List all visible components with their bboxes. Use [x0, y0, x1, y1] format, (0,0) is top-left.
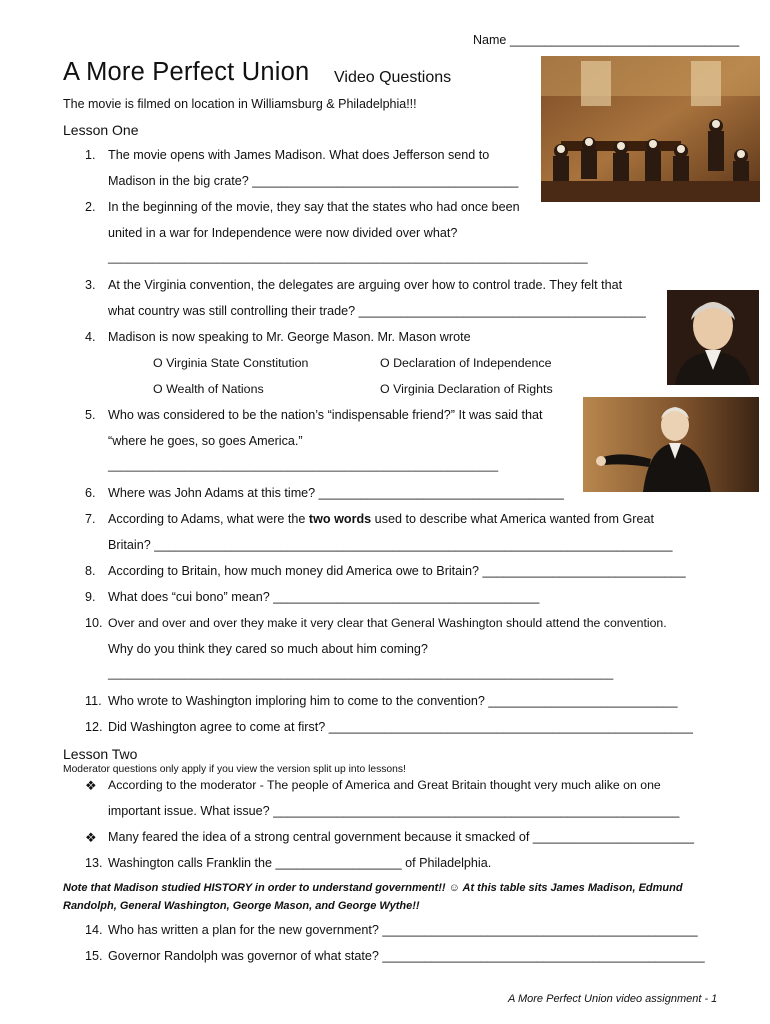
- question-number: 10.: [85, 616, 103, 630]
- question-number: 12.: [85, 720, 103, 734]
- question-7-answer-line: Britain? __________________________________________________________________________: [108, 538, 673, 552]
- question-number: 6.: [85, 486, 96, 500]
- page-footer: A More Perfect Union video assignment - 1: [508, 993, 718, 1005]
- question-1-answer-line: Madison in the big crate? ______________________________________: [108, 174, 519, 188]
- james-madison-portrait: [667, 290, 759, 385]
- question-12-text: Did Washington agree to come at first? ____________________________________________________: [108, 720, 693, 734]
- lesson-two-heading: Lesson Two: [63, 746, 138, 762]
- moderator-question-1-text: According to the moderator - The people of America and Great Britain thought very much alike on one: [108, 778, 661, 792]
- question-14-text: Who has written a plan for the new government? _____________________________________________: [108, 923, 698, 937]
- option-declaration-of-independence[interactable]: O Declaration of Independence: [380, 356, 552, 370]
- question-10-text: Over and over and over they make it very clear that General Washington should attend the convention.: [108, 616, 667, 630]
- question-1-text: The movie opens with James Madison. What does Jefferson send to: [108, 148, 490, 162]
- question-7-text-c: used to describe what America wanted from Great: [371, 512, 654, 526]
- note-line-2: Randolph, General Washington, George Mason, and George Wythe!!: [63, 900, 420, 912]
- moderator-question-1-answer-line: important issue. What issue? __________________________________________________________: [108, 804, 680, 818]
- note-line-1: Note that Madison studied HISTORY in order to understand government!! ☺ At this table sits James Madison, Edmund: [63, 882, 683, 894]
- question-number: 1.: [85, 148, 96, 162]
- name-field-line: Name _________________________________: [473, 33, 740, 47]
- washington-painting-svg: [583, 397, 759, 492]
- question-number: 13.: [85, 856, 103, 870]
- option-wealth-of-nations[interactable]: O Wealth of Nations: [153, 382, 264, 396]
- question-number: 5.: [85, 408, 96, 422]
- question-13-text: Washington calls Franklin the __________________ of Philadelphia.: [108, 856, 492, 870]
- question-2-answer-line: ___________________________________________________________________________: [108, 252, 588, 264]
- question-15-text: Governor Randolph was governor of what state? ______________________________________________: [108, 949, 705, 963]
- moderator-question-2-text: Many feared the idea of a strong central government because it smacked of _______________________: [108, 830, 695, 844]
- option-virginia-declaration-of-rights[interactable]: O Virginia Declaration of Rights: [380, 382, 553, 396]
- intro-text: The movie is filmed on location in Williamsburg & Philadelphia!!!: [63, 97, 417, 111]
- question-number: 15.: [85, 949, 103, 963]
- question-9-text: What does “cui bono” mean? ______________________________________: [108, 590, 540, 604]
- question-number: 9.: [85, 590, 96, 604]
- question-3-answer-line: what country was still controlling their trade? _________________________________________: [108, 304, 646, 318]
- question-number: 4.: [85, 330, 96, 344]
- question-5-text: Who was considered to be the nation’s “indispensable friend?” It was said that: [108, 408, 543, 422]
- question-number: 2.: [85, 200, 96, 214]
- lesson-one-heading: Lesson One: [63, 122, 139, 138]
- question-6-text: Where was John Adams at this time? ___________________________________: [108, 486, 564, 500]
- question-5-text-cont: “where he goes, so goes America.”: [108, 434, 303, 448]
- question-10-answer-line: _______________________________________________________________________________: [108, 668, 614, 680]
- george-washington-painting: [583, 397, 759, 492]
- question-2-text-cont: united in a war for Independence were now divided over what?: [108, 226, 458, 240]
- question-2-text: In the beginning of the movie, they say that the states who had once been: [108, 200, 520, 214]
- diamond-bullet-icon: ❖: [85, 778, 97, 793]
- question-10-text-cont: Why do you think they cared so much about him coming?: [108, 642, 428, 656]
- question-8-text: According to Britain, how much money did America owe to Britain? _____________________________: [108, 564, 686, 578]
- question-number: 8.: [85, 564, 96, 578]
- madison-portrait-svg: [667, 290, 759, 385]
- page-subtitle: Video Questions: [334, 69, 452, 86]
- question-number: 11.: [85, 694, 102, 708]
- constitutional-convention-painting: [541, 56, 760, 202]
- question-5-answer-line: _____________________________________________________________: [108, 460, 499, 472]
- question-7-text-a: According to Adams, what were the: [108, 512, 309, 526]
- question-3-text: At the Virginia convention, the delegates are arguing over how to control trade. They felt that: [108, 278, 623, 292]
- page-title: A More Perfect Union: [63, 58, 310, 86]
- diamond-bullet-icon: ❖: [85, 830, 97, 845]
- convention-painting-svg: [541, 56, 760, 202]
- question-7-emphasis: two words: [308, 512, 372, 526]
- question-4-text: Madison is now speaking to Mr. George Mason. Mr. Mason wrote: [108, 330, 471, 344]
- question-11-text: Who wrote to Washington imploring him to come to the convention? ___________________________: [108, 694, 678, 708]
- moderator-note: Moderator questions only apply if you view the version split up into lessons!: [63, 764, 406, 775]
- question-7-text: [108, 512, 654, 526]
- question-number: 3.: [85, 278, 96, 292]
- question-number: 7.: [85, 512, 96, 526]
- question-number: 14.: [85, 923, 103, 937]
- option-virginia-state-constitution[interactable]: O Virginia State Constitution: [153, 356, 309, 370]
